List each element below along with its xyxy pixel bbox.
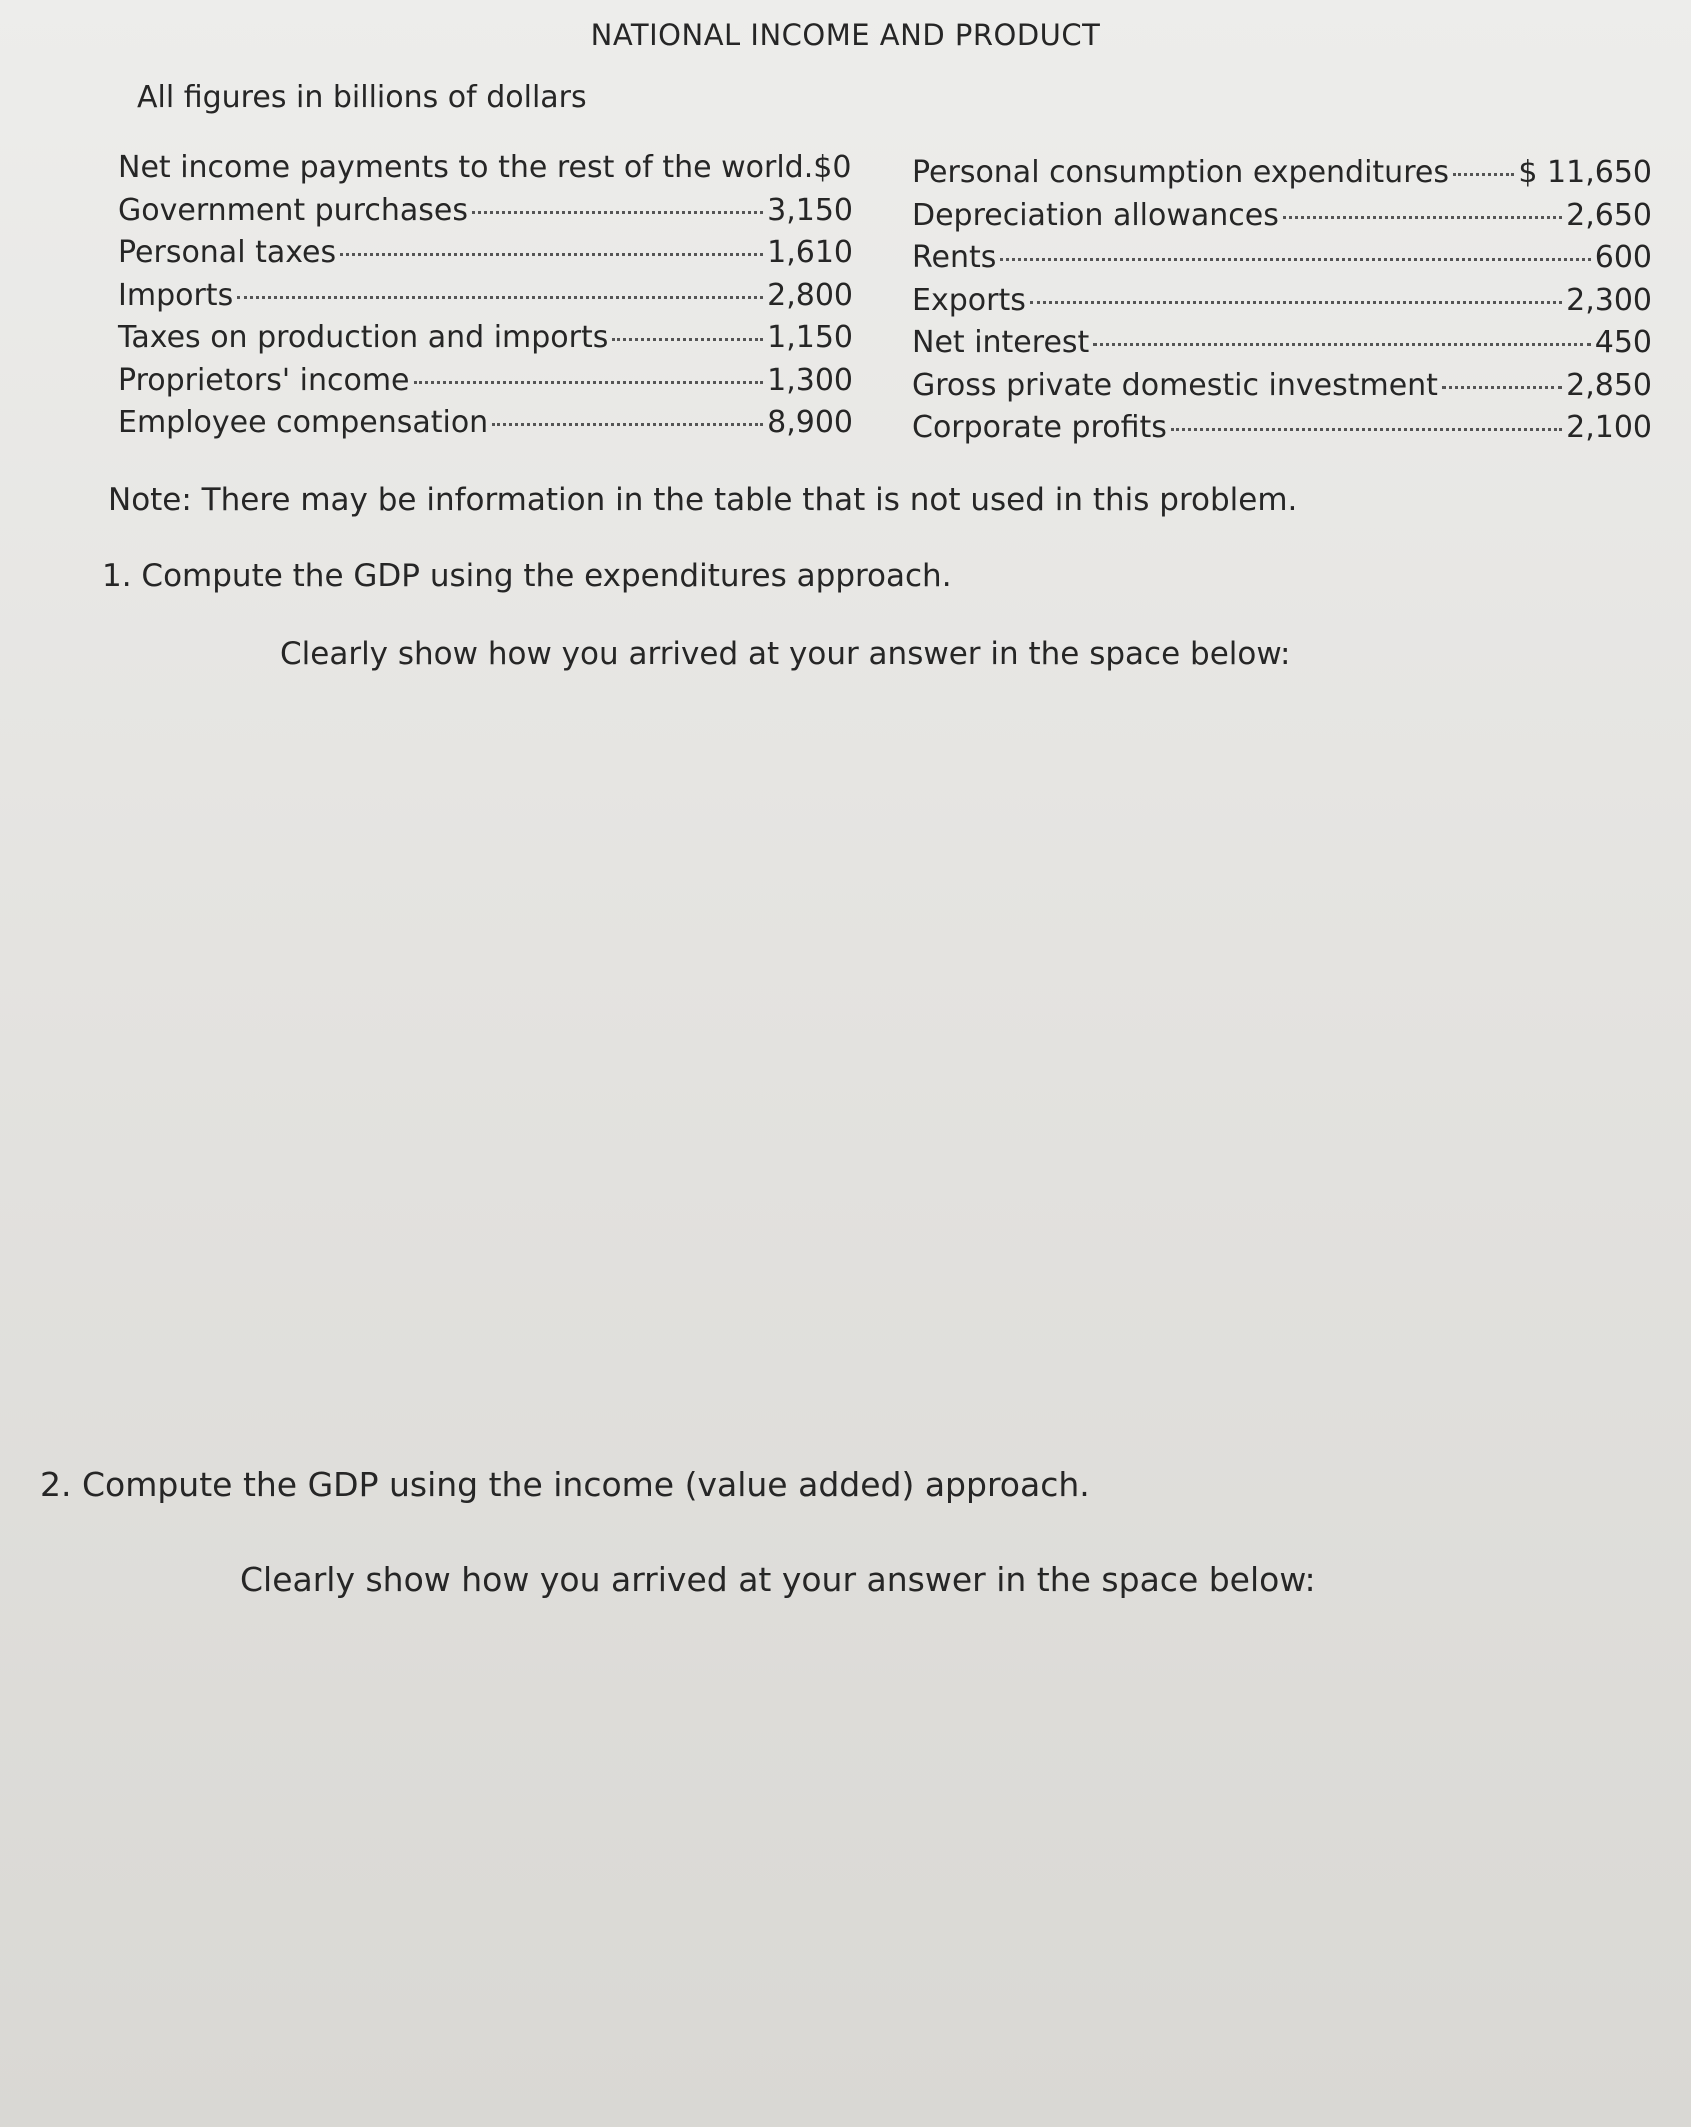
item-value: 450 (1594, 325, 1652, 360)
dot-leader (612, 338, 763, 341)
item-value: 3,150 (767, 192, 853, 228)
table-row (912, 410, 1652, 453)
item-label: Taxes on production and imports (118, 320, 609, 355)
item-label: Net interest (912, 325, 1090, 360)
item-label: Employee compensation (118, 405, 489, 440)
item-label: Gross private domestic investment (912, 367, 1438, 403)
table-row (912, 368, 1652, 411)
table-row (118, 235, 853, 278)
item-label: Rents (912, 240, 997, 275)
dot-leader (472, 211, 763, 214)
item-label: Exports (912, 282, 1026, 318)
table-row (912, 198, 1652, 241)
item-label: Personal taxes (118, 235, 337, 270)
left-data-column (118, 150, 853, 448)
item-value: 2,650 (1566, 197, 1652, 233)
table-row (118, 405, 853, 448)
item-value: 2,800 (767, 277, 853, 313)
item-label: Proprietors' income (118, 362, 410, 398)
item-label: Net income payments to the rest of the world. (118, 150, 814, 185)
dot-leader (1283, 216, 1562, 219)
dot-leader (237, 296, 763, 299)
item-value: 2,850 (1566, 367, 1652, 403)
item-value: 1,300 (767, 362, 853, 398)
item-label: Government purchases (118, 192, 468, 228)
table-row (912, 240, 1652, 283)
table-row (118, 278, 853, 321)
dot-leader (1442, 386, 1562, 389)
table-row (912, 325, 1652, 368)
item-value: 8,900 (767, 405, 853, 440)
table-row (118, 363, 853, 406)
units-subtitle: All figures in billions of dollars (137, 80, 587, 115)
item-value: $0 (813, 150, 852, 185)
table-row (912, 155, 1652, 198)
dot-leader (1000, 258, 1590, 261)
dot-leader (340, 253, 763, 256)
item-label: Personal consumption expenditures (912, 155, 1449, 190)
question-2-instruction: Clearly show how you arrived at your answer in the space below: (240, 1560, 1316, 1599)
item-value: $ 11,650 (1518, 155, 1652, 190)
table-row (118, 150, 853, 193)
question-1: 1. Compute the GDP using the expenditures approach. (102, 558, 952, 594)
dot-leader (1030, 301, 1562, 304)
item-value: 600 (1594, 240, 1652, 275)
item-value: 1,150 (767, 320, 853, 355)
dot-leader (1453, 173, 1514, 176)
item-value: 2,100 (1566, 410, 1652, 445)
table-row (912, 283, 1652, 326)
item-value: 2,300 (1566, 282, 1652, 318)
table-row (118, 193, 853, 236)
question-2: 2. Compute the GDP using the income (value added) approach. (40, 1465, 1090, 1504)
item-label: Corporate profits (912, 410, 1167, 445)
table-note: Note: There may be information in the table that is not used in this problem. (108, 482, 1298, 518)
item-value: 1,610 (767, 235, 853, 270)
table-row (118, 320, 853, 363)
dot-leader (492, 423, 763, 426)
item-label: Imports (118, 277, 234, 313)
dot-leader (1093, 343, 1590, 346)
page-title: NATIONAL INCOME AND PRODUCT (590, 18, 1101, 52)
dot-leader (414, 381, 764, 384)
question-1-instruction: Clearly show how you arrived at your answer in the space below: (280, 636, 1291, 672)
right-data-column (912, 155, 1652, 453)
dot-leader (1171, 428, 1562, 431)
item-label: Depreciation allowances (912, 197, 1279, 233)
